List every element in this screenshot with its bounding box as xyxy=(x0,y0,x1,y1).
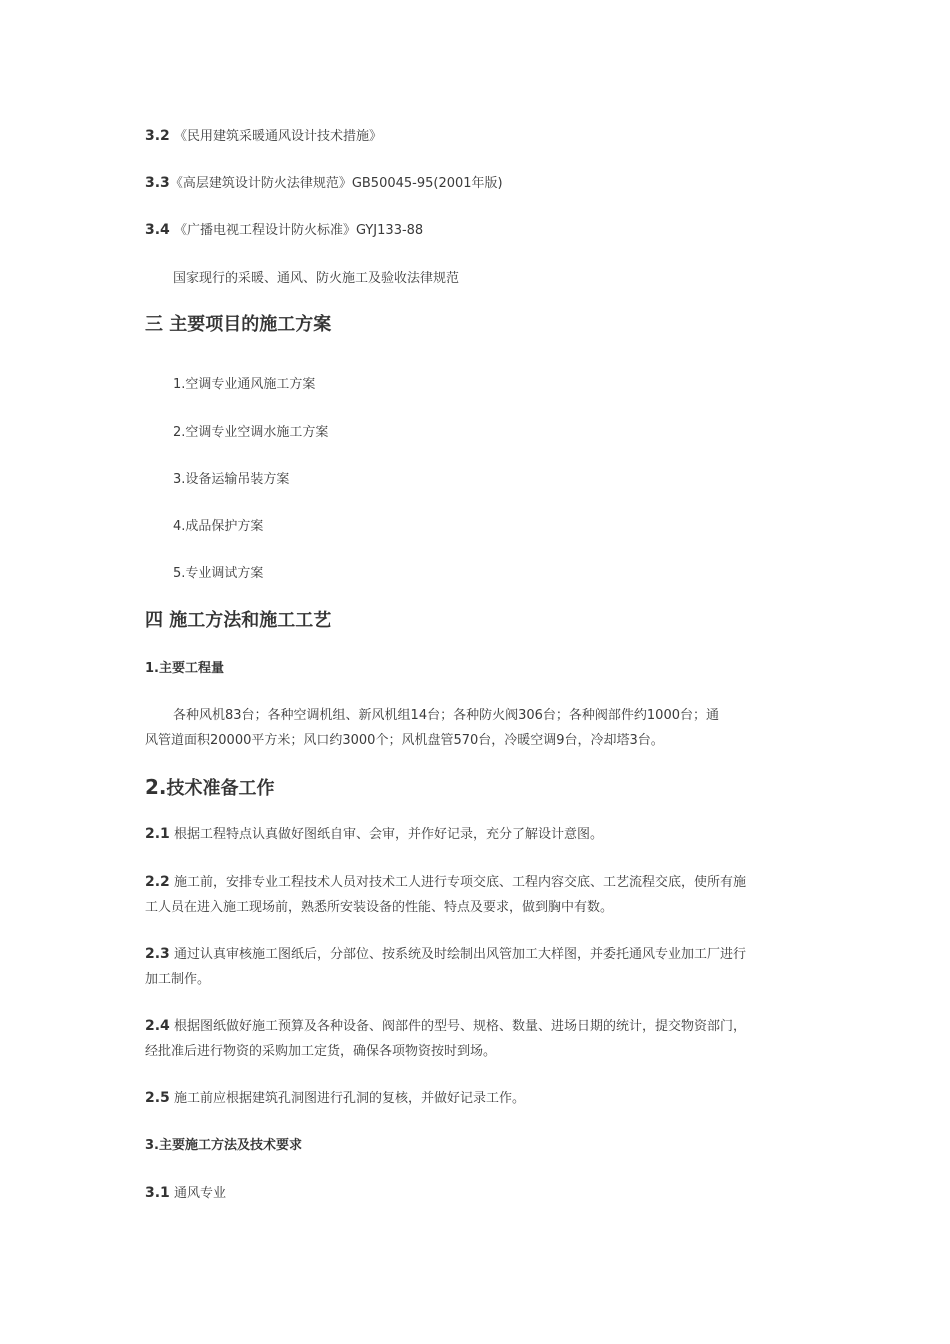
list-item: 3.设备运输吊装方案 xyxy=(173,472,290,487)
refs-note: 国家现行的采暖、通风、防火施工及验收法律规范 xyxy=(173,271,460,286)
list-item: 1.空调专业通风施工方案 xyxy=(173,377,316,392)
paragraph-text: 根据图纸做好施工预算及各种设备、阀部件的型号、规格、数量、进场日期的统计，提交物资部门， xyxy=(169,1019,746,1034)
ref-item xyxy=(145,124,810,149)
paragraph-number: 2.2 xyxy=(145,874,170,890)
paragraph-number: 3.1 xyxy=(145,1185,170,1201)
paragraph-number: 2.4 xyxy=(145,1018,170,1034)
ref-number: 3.2 xyxy=(145,128,170,144)
numbered-paragraph xyxy=(145,942,810,967)
numbered-paragraph xyxy=(145,822,810,847)
subsection-2-title: 技术准备工作 xyxy=(166,778,275,799)
numbered-paragraph xyxy=(145,1014,810,1039)
subsection-1-heading: 1.主要工程量 xyxy=(145,661,224,676)
paragraph-line: 工人员在进入施工现场前，熟悉所安装设备的性能、特点及要求，做到胸中有数。 xyxy=(145,900,614,915)
paragraph-text: 施工前应根据建筑孔洞图进行孔洞的复核，并做好记录工作。 xyxy=(169,1091,525,1106)
subsection-2-heading xyxy=(145,774,275,802)
section-3-heading: 三 主要项目的施工方案 xyxy=(145,314,332,335)
ref-item xyxy=(145,171,810,196)
list-item: 2.空调专业空调水施工方案 xyxy=(173,425,329,440)
numbered-paragraph xyxy=(145,870,810,895)
list-item: 4.成品保护方案 xyxy=(173,519,264,534)
paragraph-text: 根据工程特点认真做好图纸自审、会审，并作好记录，充分了解设计意图。 xyxy=(169,827,603,842)
ref-item xyxy=(145,218,810,243)
paragraph-text: 通风专业 xyxy=(169,1186,226,1201)
numbered-paragraph xyxy=(145,1086,810,1111)
section-4-heading: 四 施工方法和施工工艺 xyxy=(145,610,332,631)
paragraph-number: 2.3 xyxy=(145,946,170,962)
paragraph-text: 施工前，安排专业工程技术人员对技术工人进行专项交底、工程内容交底、工艺流程交底，使所有施 xyxy=(169,875,746,890)
ref-text: 《高层建筑设计防火法律规范》GB50045-95(2001年版) xyxy=(169,176,503,191)
paragraph-line: 经批准后进行物资的采购加工定货，确保各项物资按时到场。 xyxy=(145,1044,497,1059)
subsection-3-heading: 3.主要施工方法及技术要求 xyxy=(145,1138,302,1153)
ref-number: 3.3 xyxy=(145,175,170,191)
subsection-2-number: 2. xyxy=(145,775,167,799)
paragraph-line: 加工制作。 xyxy=(145,972,211,987)
paragraph-text: 通过认真审核施工图纸后，分部位、按系统及时绘制出风管加工大样图，并委托通风专业加工厂进行 xyxy=(169,947,746,962)
ref-text: 《民用建筑采暖通风设计技术措施》 xyxy=(169,129,382,144)
numbered-paragraph xyxy=(145,1181,810,1206)
list-item: 5.专业调试方案 xyxy=(173,566,264,581)
paragraph-line: 风管道面积20000平方米；风口约3000个；风机盘管570台，冷暖空调9台，冷却塔3台。 xyxy=(145,733,664,748)
paragraph-number: 2.1 xyxy=(145,826,170,842)
ref-text: 《广播电视工程设计防火标准》GYJ133-88 xyxy=(169,223,424,238)
ref-number: 3.4 xyxy=(145,222,170,238)
paragraph-line: 各种风机83台；各种空调机组、新风机组14台；各种防火阀306台；各种阀部件约1000台；通 xyxy=(173,708,719,723)
paragraph-number: 2.5 xyxy=(145,1090,170,1106)
